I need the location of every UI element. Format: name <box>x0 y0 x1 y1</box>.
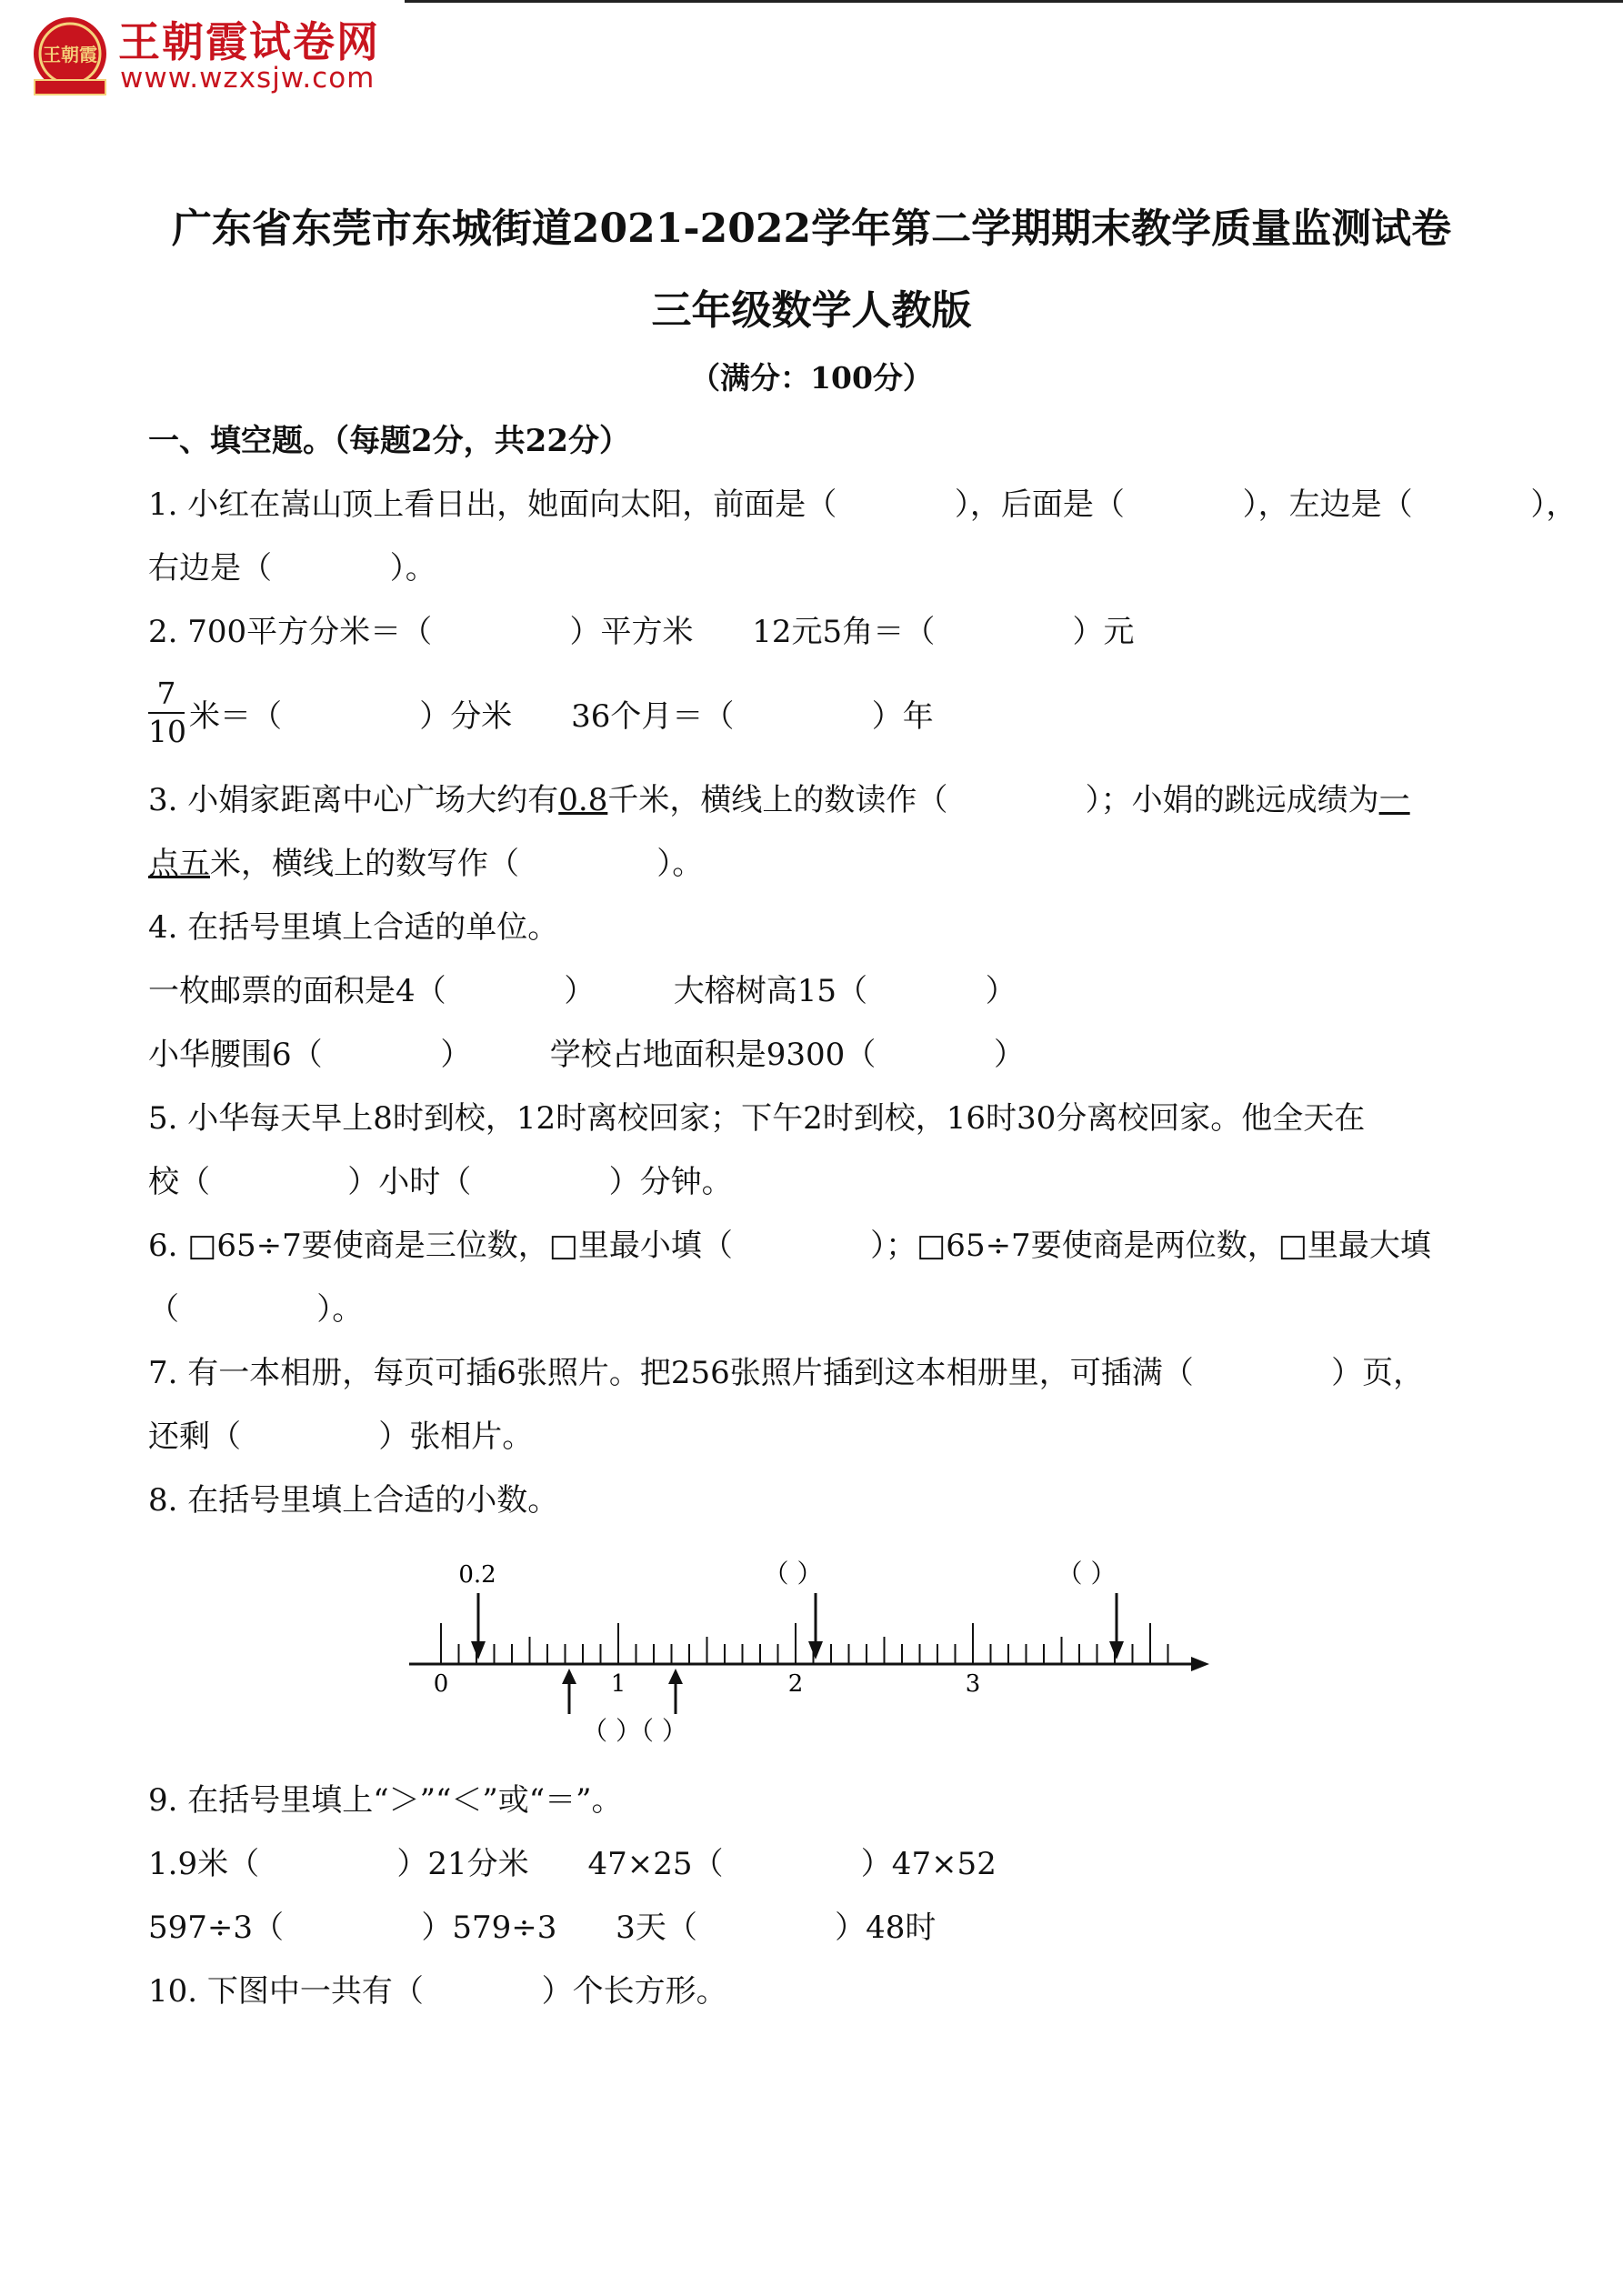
paren-top-2: （ ） <box>1057 1559 1117 1589</box>
q3-text-b: 千米，横线上的数读作（ ）；小娟的跳远成绩为 <box>607 782 1379 818</box>
q1-line1: 1. 小红在嵩山顶上看日出，她面向太阳，前面是（ ），后面是（ ），左边是（ ）， <box>148 486 1578 523</box>
q3-text-a: 3. 小娟家距离中心广场大约有 <box>148 782 559 818</box>
q4-line3: 小华腰围6（ ） 学校占地面积是9300（ ） <box>148 1037 1026 1073</box>
q10-line1: 10. 下图中一共有（ ）个长方形。 <box>148 1973 727 2010</box>
label-top-value: 0.2 <box>458 1561 496 1589</box>
q6-line2: （ ）。 <box>148 1291 364 1328</box>
paren-bottom: （ ）（ ） <box>582 1716 687 1746</box>
arrow-up-2-icon <box>668 1669 683 1684</box>
q9-line1: 9. 在括号里填上“＞”“＜”或“＝”。 <box>148 1782 623 1819</box>
q5-line1: 5. 小华每天早上8时到校，12时离校回家；下午2时到校，16时30分离校回家。他全天在 <box>148 1100 1366 1137</box>
tick-label-0: 0 <box>433 1670 449 1698</box>
arrow-up-1-icon <box>562 1669 576 1684</box>
q1-line2: 右边是（ ）。 <box>148 550 436 587</box>
q3-underline-word-b: 点五 <box>148 846 210 882</box>
q3-underline-number: 0.8 <box>558 782 608 818</box>
tick-label-1: 1 <box>610 1670 626 1698</box>
paren-top-1: （ ） <box>763 1559 823 1589</box>
page-subtitle: 三年级数学人教版 <box>651 287 972 334</box>
number-line-figure <box>400 1546 1218 1755</box>
seal-text: 王朝霞 <box>43 44 97 65</box>
q6-line1: 6. □65÷7要使商是三位数，□里最小填（ ）；□65÷7要使商是两位数，□里最大填 <box>148 1228 1431 1264</box>
q4-line2: 一枚邮票的面积是4（ ） 大榕树高15（ ） <box>148 973 1017 1009</box>
tick-label-2: 2 <box>787 1670 804 1698</box>
q2-line2: 米＝（ ）分米 36个月＝（ ）年 <box>189 698 934 735</box>
fraction-denominator: 10 <box>148 714 186 749</box>
q8-line1: 8. 在括号里填上合适的小数。 <box>148 1482 559 1519</box>
q9-line2: 1.9米（ ）21分米 47×25（ ）47×52 <box>148 1846 997 1882</box>
arrow-down-3-icon <box>1109 1641 1124 1659</box>
page-title: 广东省东莞市东城街道2021-2022学年第二学期期末教学质量监测试卷 <box>171 206 1452 252</box>
arrow-down-2-icon <box>808 1641 823 1659</box>
q7-line1: 7. 有一本相册，每页可插6张照片。把256张照片插到这本相册里，可插满（ ）页， <box>148 1355 1425 1391</box>
fraction-numerator: 7 <box>156 676 176 711</box>
axis-arrow-icon <box>1191 1657 1209 1671</box>
seal-logo-icon <box>27 13 114 99</box>
q4-line1: 4. 在括号里填上合适的单位。 <box>148 909 559 946</box>
q3-line1 <box>148 782 1410 818</box>
brand-url: www.wzxsjw.com <box>120 62 376 95</box>
header-rule <box>405 0 1623 3</box>
number-line-ticks <box>441 1623 1168 1664</box>
arrow-down-1-icon <box>471 1641 486 1659</box>
q3-line2 <box>148 846 703 882</box>
tick-label-3: 3 <box>965 1670 981 1698</box>
q2-line1: 2. 700平方分米＝（ ）平方米 12元5角＝（ ）元 <box>148 614 1135 650</box>
q9-line3: 597÷3（ ）579÷3 3天（ ）48时 <box>148 1910 937 1946</box>
brand-name: 王朝霞试卷网 <box>118 17 380 66</box>
fraction <box>148 677 185 748</box>
section-heading: 一、填空题。（每题2分，共22分） <box>148 423 630 459</box>
q3-text-c: 米，横线上的数写作（ ）。 <box>210 846 704 882</box>
q3-underline-word-a: 一 <box>1378 782 1410 818</box>
score-note: （满分：100分） <box>690 360 933 396</box>
q5-line2: 校（ ）小时（ ）分钟。 <box>148 1164 733 1200</box>
q7-line2: 还剩（ ）张相片。 <box>148 1419 534 1455</box>
